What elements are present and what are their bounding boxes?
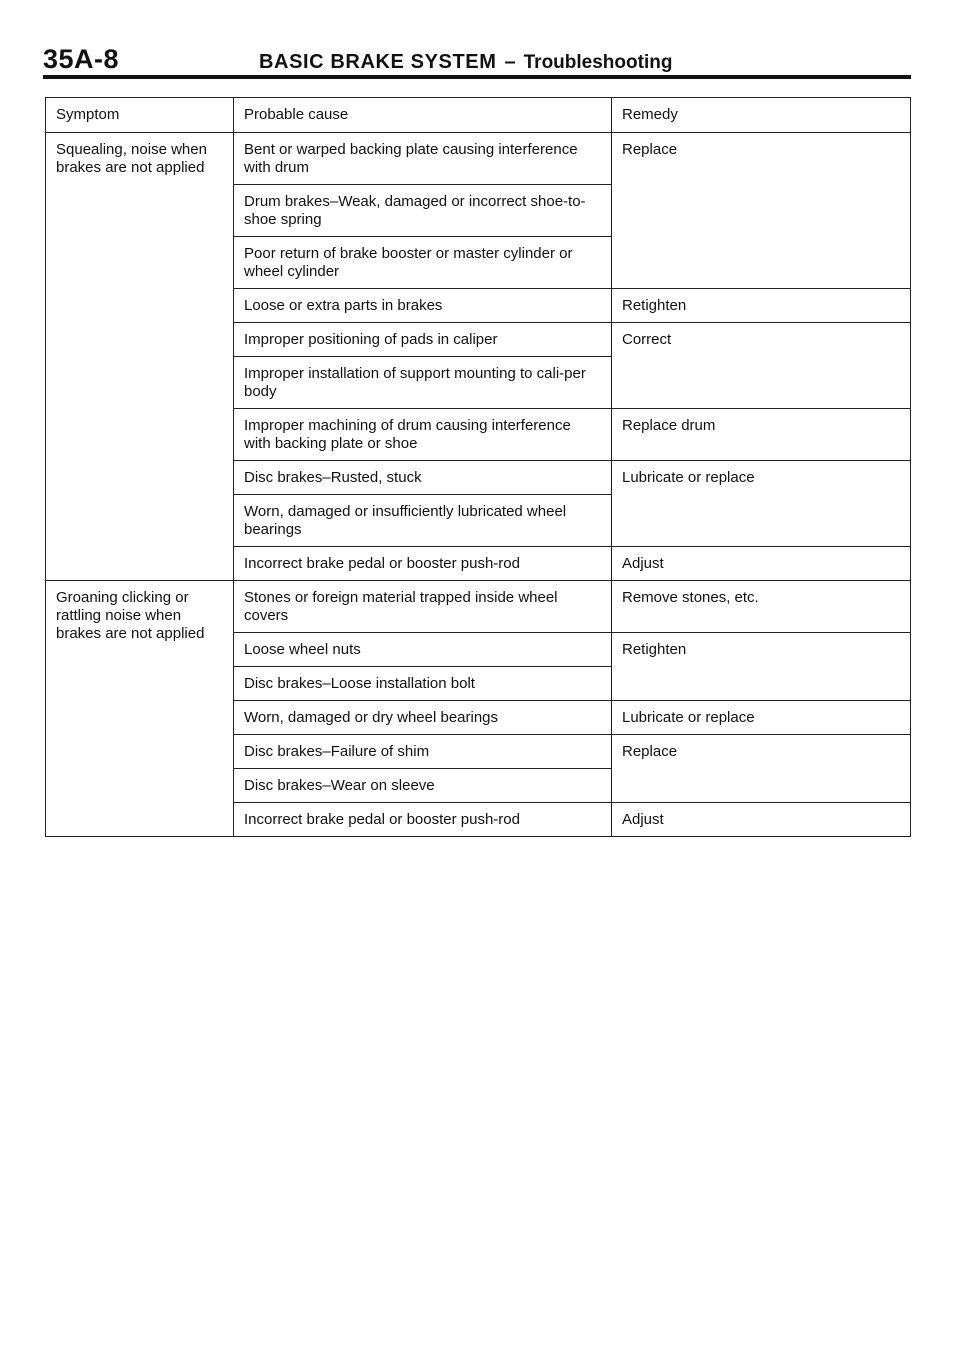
cause-cell: Incorrect brake pedal or booster push-rod (234, 803, 612, 837)
remedy-cell: Replace (612, 133, 911, 289)
page-header (43, 44, 911, 78)
remedy-cell: Correct (612, 323, 911, 409)
remedy-cell: Replace (612, 735, 911, 803)
symptom-cell: Groaning clicking or rattling noise when brakes are not applied (46, 581, 234, 837)
column-header-remedy: Remedy (612, 98, 911, 133)
cause-cell: Incorrect brake pedal or booster push-rod (234, 547, 612, 581)
table-row (46, 581, 911, 633)
cause-cell: Improper installation of support mounting to cali-per body (234, 357, 612, 409)
page-number: 35A-8 (43, 44, 120, 74)
remedy-cell: Remove stones, etc. (612, 581, 911, 633)
remedy-cell: Adjust (612, 547, 911, 581)
page-subtitle: Troubleshooting (523, 52, 673, 73)
troubleshooting-table (45, 97, 911, 837)
remedy-cell: Lubricate or replace (612, 701, 911, 735)
cause-cell: Worn, damaged or insufficiently lubricated wheel bearings (234, 495, 612, 547)
cause-cell: Stones or foreign material trapped inside wheel covers (234, 581, 612, 633)
column-header-cause: Probable cause (234, 98, 612, 133)
cause-cell: Disc brakes–Rusted, stuck (234, 461, 612, 495)
table-row (46, 133, 911, 185)
remedy-cell: Retighten (612, 289, 911, 323)
page-title-main: BASIC BRAKE SYSTEM (259, 51, 497, 73)
page-title-dash: – (504, 51, 516, 73)
column-header-symptom: Symptom (46, 98, 234, 133)
remedy-cell: Lubricate or replace (612, 461, 911, 547)
page-title (259, 50, 672, 75)
table-header-row (46, 98, 911, 133)
remedy-cell: Adjust (612, 803, 911, 837)
cause-cell: Improper machining of drum causing interference with backing plate or shoe (234, 409, 612, 461)
cause-cell: Loose wheel nuts (234, 633, 612, 667)
header-rule (43, 75, 911, 79)
cause-cell: Disc brakes–Wear on sleeve (234, 769, 612, 803)
cause-cell: Disc brakes–Loose installation bolt (234, 667, 612, 701)
remedy-cell: Replace drum (612, 409, 911, 461)
cause-cell: Loose or extra parts in brakes (234, 289, 612, 323)
cause-cell: Poor return of brake booster or master cylinder or wheel cylinder (234, 237, 612, 289)
cause-cell: Drum brakes–Weak, damaged or incorrect shoe-to-shoe spring (234, 185, 612, 237)
remedy-cell: Retighten (612, 633, 911, 701)
cause-cell: Worn, damaged or dry wheel bearings (234, 701, 612, 735)
cause-cell: Improper positioning of pads in caliper (234, 323, 612, 357)
symptom-cell: Squealing, noise when brakes are not applied (46, 133, 234, 581)
cause-cell: Bent or warped backing plate causing interference with drum (234, 133, 612, 185)
cause-cell: Disc brakes–Failure of shim (234, 735, 612, 769)
